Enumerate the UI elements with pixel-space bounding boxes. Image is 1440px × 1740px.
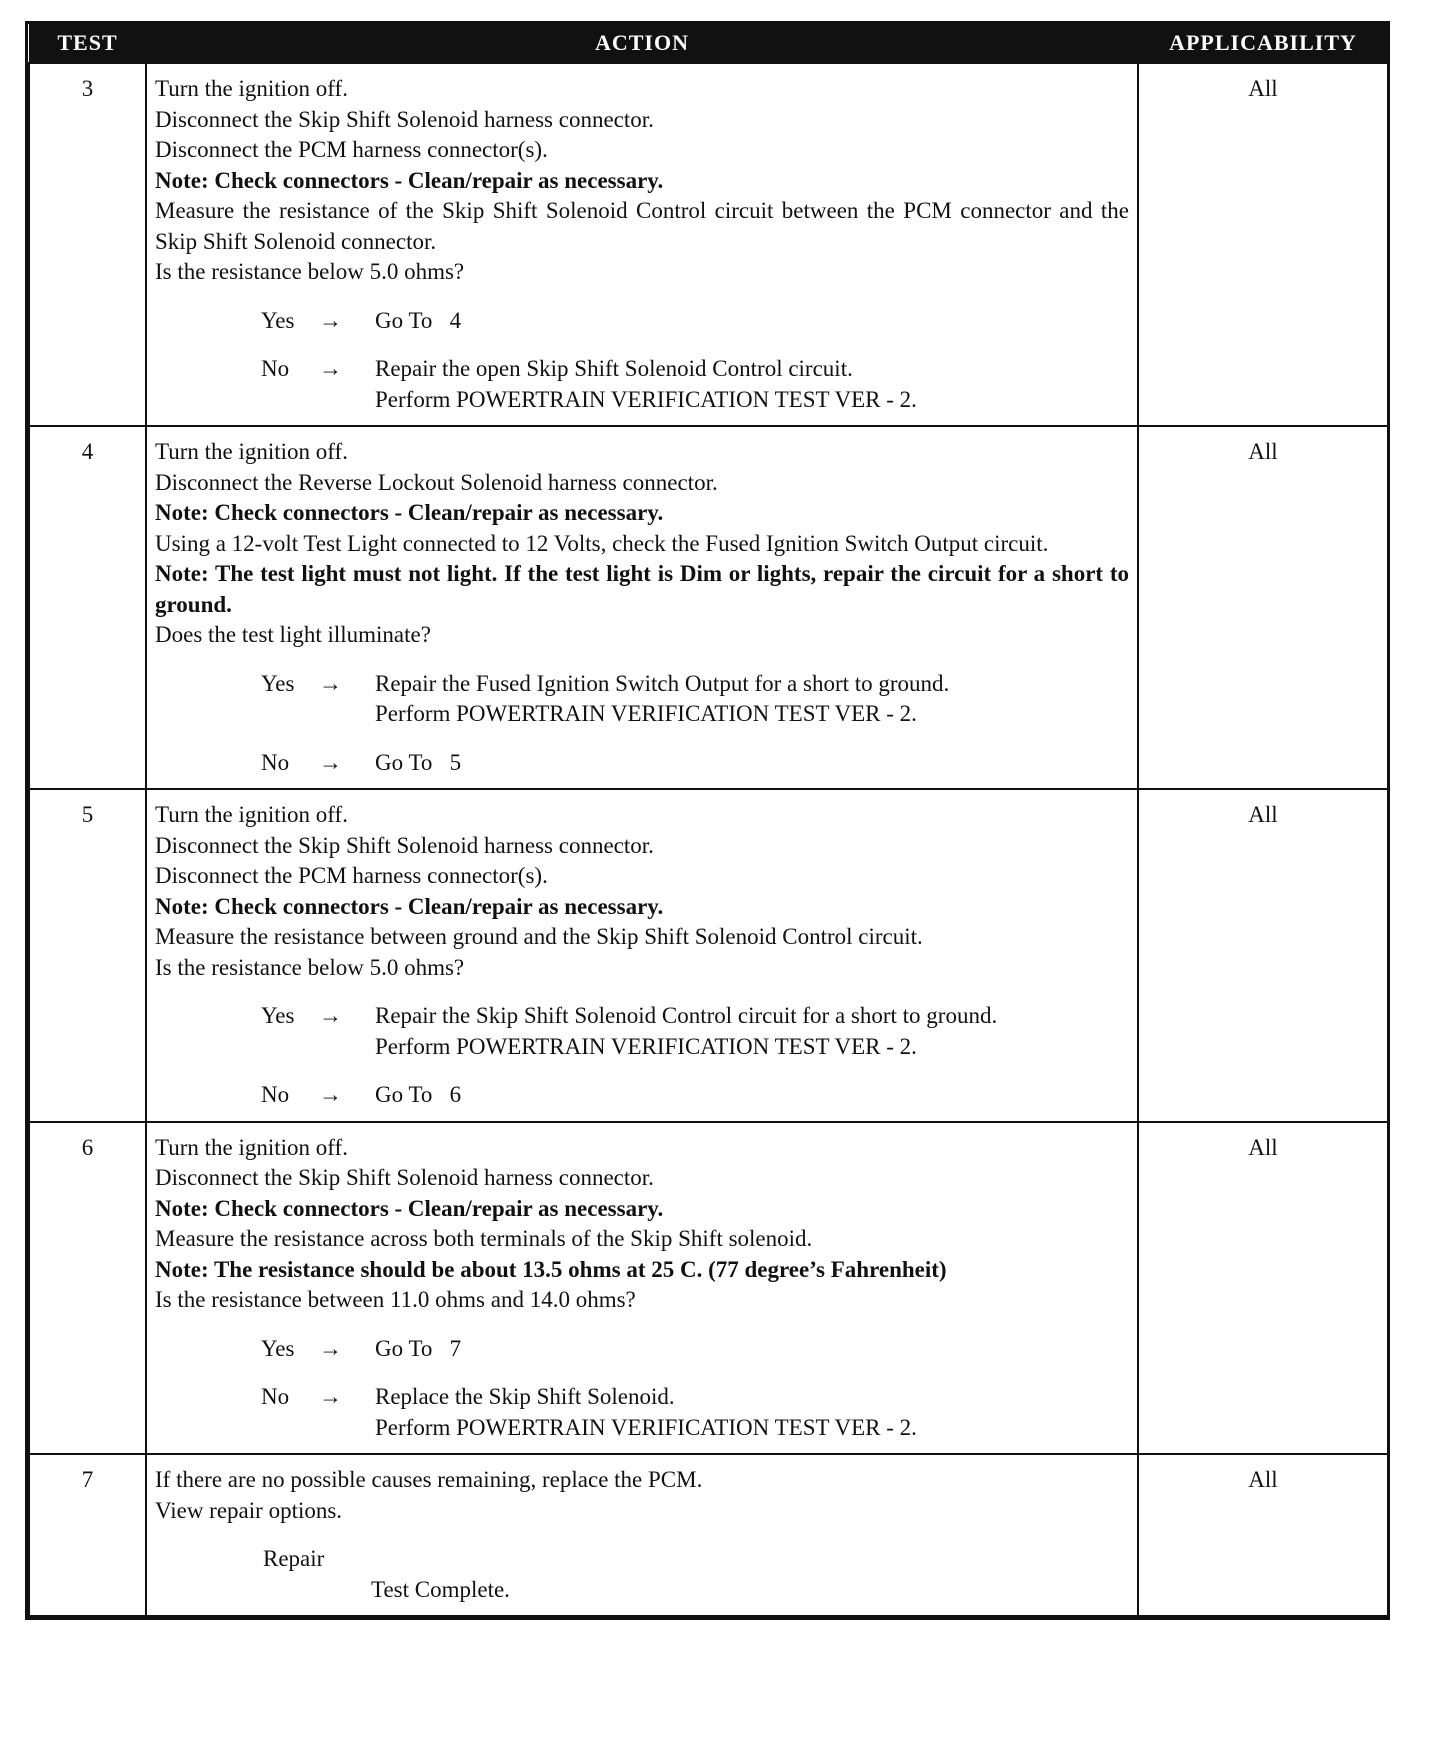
- arrow-icon: →: [319, 1003, 342, 1028]
- applicability-value: All: [1138, 1122, 1388, 1455]
- yes-label: Yes: [261, 307, 295, 333]
- arrow-icon: →: [319, 356, 342, 381]
- yes-answer: [261, 1334, 1129, 1365]
- yes-result: Go To 4: [375, 307, 462, 333]
- action-step: If there are no possible causes remaining, replace the PCM.: [155, 1467, 703, 1492]
- test-number: 4: [29, 426, 146, 789]
- repair-options: [263, 1544, 1129, 1605]
- action-step: Disconnect the Skip Shift Solenoid harness connector.: [155, 832, 654, 858]
- note-text: Note: The resistance should be about 13.5 ohms at 25 C. (77 degree’s Fahrenheit): [155, 1256, 947, 1282]
- yes-answer: [261, 306, 1129, 337]
- answer-options: [261, 1001, 1129, 1111]
- yes-answer: [261, 1001, 1129, 1062]
- yes-label: Yes: [261, 1003, 295, 1028]
- action-step: Using a 12-volt Test Light connected to 12 Volts, check the Fused Ignition Switch Output circuit.: [155, 530, 1049, 556]
- repair-label: Repair: [263, 1546, 325, 1571]
- no-label: No: [261, 1384, 290, 1409]
- applicability-value: All: [1138, 426, 1388, 789]
- note-text: Note: Check connectors - Clean/repair as necessary.: [155, 500, 664, 525]
- action-step: Turn the ignition off.: [155, 439, 348, 464]
- action-cell: [146, 426, 1138, 789]
- action-step: Turn the ignition off.: [155, 802, 348, 827]
- action-step: Turn the ignition off.: [155, 76, 348, 101]
- action-step: Measure the resistance of the Skip Shift Solenoid Control circuit between the PCM connector and the Skip Shift Solenoid connector.: [155, 198, 1129, 254]
- table-row: [29, 1122, 1388, 1455]
- test-number: 5: [29, 789, 146, 1122]
- yes-label: Yes: [261, 670, 295, 696]
- no-answer: [261, 1080, 1129, 1111]
- action-step: Measure the resistance across both terminals of the Skip Shift solenoid.: [155, 1226, 813, 1251]
- no-result: Go To 5: [375, 749, 462, 775]
- action-step: Disconnect the PCM harness connector(s).: [155, 137, 548, 162]
- test-number: 7: [29, 1454, 146, 1616]
- header-action: ACTION: [146, 24, 1138, 63]
- no-label: No: [261, 749, 290, 775]
- yes-result: Go To 7: [375, 1335, 462, 1361]
- yes-result: Repair the Fused Ignition Switch Output for a short to ground. Perform POWERTRAIN VERIFICATION TEST VER - 2.: [375, 670, 950, 726]
- arrow-icon: →: [319, 1082, 342, 1107]
- question-text: Is the resistance below 5.0 ohms?: [155, 954, 465, 980]
- applicability-value: All: [1138, 63, 1388, 426]
- question-text: Is the resistance between 11.0 ohms and 14.0 ohms?: [155, 1287, 636, 1312]
- action-step: Disconnect the PCM harness connector(s).: [155, 863, 548, 888]
- no-answer: [261, 1382, 1129, 1443]
- question-text: Does the test light illuminate?: [155, 622, 431, 647]
- no-label: No: [261, 1082, 290, 1107]
- table-row: [29, 1454, 1388, 1616]
- no-label: No: [261, 356, 290, 381]
- yes-label: Yes: [261, 1335, 295, 1361]
- arrow-icon: →: [319, 1384, 342, 1409]
- action-step: Disconnect the Skip Shift Solenoid harness connector.: [155, 1165, 654, 1190]
- header-test: TEST: [29, 24, 146, 63]
- answer-options: [261, 669, 1129, 779]
- note-text: Note: Check connectors - Clean/repair as necessary.: [155, 893, 664, 919]
- no-answer: [261, 354, 1129, 415]
- action-cell: [146, 789, 1138, 1122]
- yes-answer: [261, 669, 1129, 730]
- no-result: Repair the open Skip Shift Solenoid Control circuit. Perform POWERTRAIN VERIFICATION TEST VER - 2.: [375, 356, 917, 412]
- action-step: Disconnect the Reverse Lockout Solenoid harness connector.: [155, 469, 718, 495]
- diagnostic-test-table: [25, 21, 1390, 1620]
- arrow-icon: →: [319, 307, 342, 333]
- note-text: Note: Check connectors - Clean/repair as necessary.: [155, 1195, 664, 1221]
- header-row: [29, 24, 1388, 63]
- header-applicability: APPLICABILITY: [1138, 24, 1388, 63]
- question-text: Is the resistance below 5.0 ohms?: [155, 259, 465, 284]
- table-row: [29, 426, 1388, 789]
- action-step: View repair options.: [155, 1497, 343, 1523]
- action-cell: [146, 63, 1138, 426]
- yes-result: Repair the Skip Shift Solenoid Control circuit for a short to ground. Perform POWERTRAIN VERIFICATION TEST VER - 2.: [375, 1003, 998, 1059]
- answer-options: [261, 306, 1129, 416]
- table-row: [29, 63, 1388, 426]
- action-step: Disconnect the Skip Shift Solenoid harness connector.: [155, 106, 654, 132]
- note-text: Note: Check connectors - Clean/repair as necessary.: [155, 167, 664, 193]
- arrow-icon: →: [319, 670, 342, 696]
- arrow-icon: →: [319, 749, 342, 775]
- table-row: [29, 789, 1388, 1122]
- note-text: Note: The test light must not light. If the test light is Dim or lights, repair the circuit for a short to ground.: [155, 561, 1129, 617]
- answer-options: [261, 1334, 1129, 1444]
- action-step: Measure the resistance between ground and the Skip Shift Solenoid Control circuit.: [155, 924, 923, 949]
- no-result: Go To 6: [375, 1082, 462, 1107]
- no-answer: [261, 748, 1129, 779]
- action-cell: [146, 1454, 1138, 1616]
- no-result: Replace the Skip Shift Solenoid. Perform POWERTRAIN VERIFICATION TEST VER - 2.: [375, 1384, 917, 1440]
- test-number: 6: [29, 1122, 146, 1455]
- applicability-value: All: [1138, 1454, 1388, 1616]
- action-step: Turn the ignition off.: [155, 1134, 348, 1160]
- test-number: 3: [29, 63, 146, 426]
- action-cell: [146, 1122, 1138, 1455]
- repair-result: Test Complete.: [371, 1576, 510, 1602]
- arrow-icon: →: [319, 1335, 342, 1361]
- applicability-value: All: [1138, 789, 1388, 1122]
